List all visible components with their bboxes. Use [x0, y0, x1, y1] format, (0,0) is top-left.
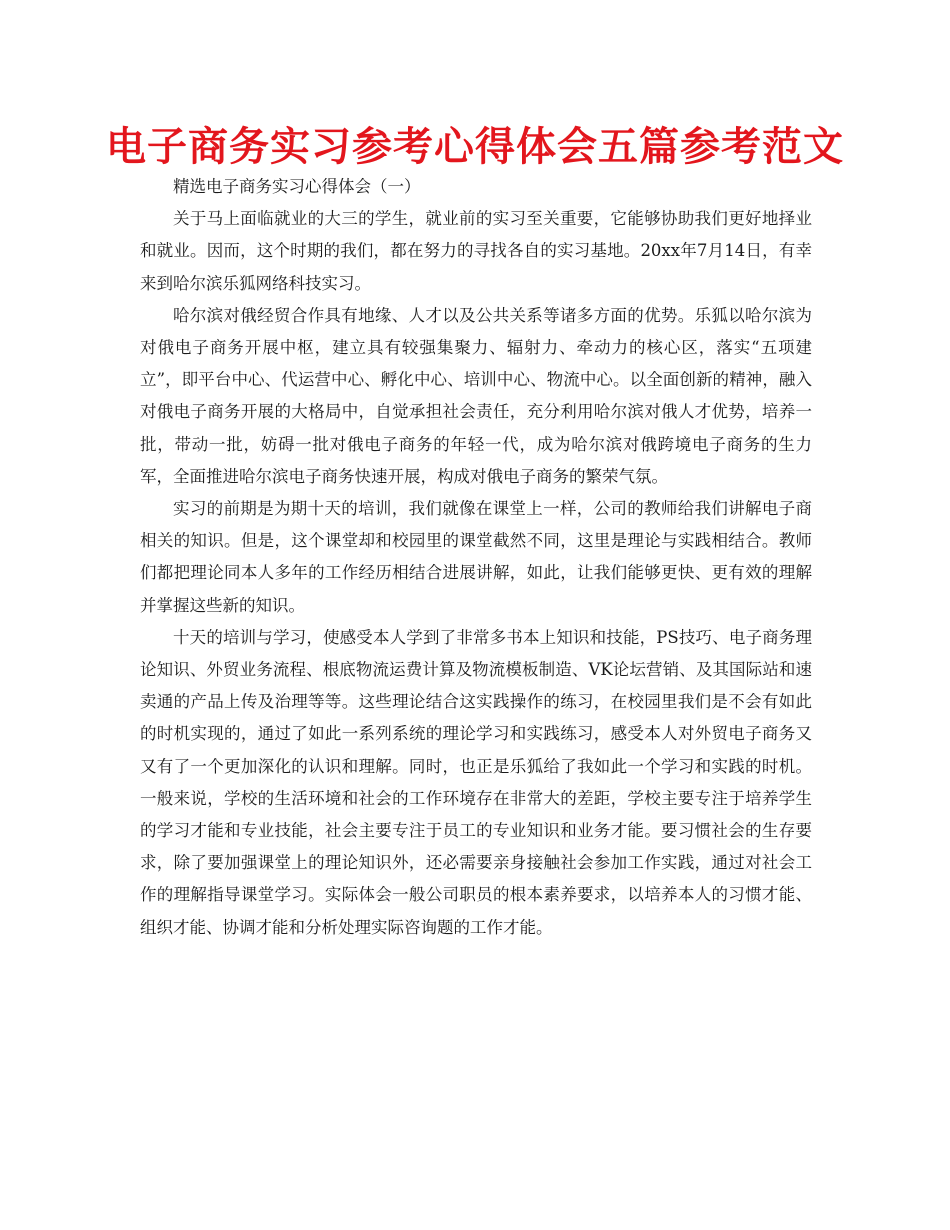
paragraph: 实习的前期是为期十天的培训，我们就像在课堂上一样，公司的教师给我们讲解电子商相关的知识。但是，这个课堂却和校园里的课堂截然不同，这里是理论与实践相结合。教师们都把理论同本人多年的工作经历相结合进展讲解，如此，让我们能够更快、更有效的理解并掌握这些新的知识。 [140, 499, 812, 615]
section-heading: 精选电子商务实习心得体会（一） [173, 177, 421, 196]
paragraph: 关于马上面临就业的大三的学生，就业前的实习至关重要，它能够协助我们更好地择业和就业。因而，这个时期的我们，都在努力的寻找各自的实习基地。20xx年7月14日，有幸来到哈尔滨乐狐网络科技实习。 [140, 209, 812, 293]
paragraph: 哈尔滨对俄经贸合作具有地缘、人才以及公共关系等诸多方面的优势。乐狐以哈尔滨为对俄电子商务开展中枢，建立具有较强集聚力、辐射力、牵动力的核心区，落实“五项建立”，即平台中心、代运营中心、孵化中心、培训中心、物流中心。以全面创新的精神，融入对俄电子商务开展的大格局中，自觉承担社会责任，充分利用哈尔滨对俄人才优势，培养一批，带动一批，妨碍一批对俄电子商务的年轻一代，成为哈尔滨对俄跨境电子商务的生力军，全面推进哈尔滨电子商务快速开展，构成对俄电子商务的繁荣气氛。 [140, 305, 812, 486]
paragraph: 十天的培训与学习，使感受本人学到了非常多书本上知识和技能，PS技巧、电子商务理论知识、外贸业务流程、根底物流运费计算及物流模板制造、VK论坛营销、及其国际站和速卖通的产品上传及治理等等。这些理论结合这实践操作的练习，在校园里我们是不会有如此的时机实现的，通过了如此一系列系统的理论学习和实践练习，感受本人对外贸电子商务又又有了一个更加深化的认识和理解。同时，也正是乐狐给了我如此一个学习和实践的时机。 一般来说，学校的生活环境和社会的工作环境存在非常大的差距，学校主要专注于培养学生的学习才能和专业技能，社会主要专注于员工的专业知识和业务才能。要习惯社会的生存要求，除了要加强课堂上的理论知识外，还必需要亲身接触社会参加工作实践，通过对社会工作的理解指导课堂学习。实际体会一般公司职员的根本素养要求，以培养本人的习惯才能、组织才能、协调才能和分析处理实际咨询题的工作才能。 [140, 627, 812, 937]
document-body [140, 171, 812, 944]
document-title: 电子商务实习参考心得体会五篇参考范文 [106, 124, 844, 170]
